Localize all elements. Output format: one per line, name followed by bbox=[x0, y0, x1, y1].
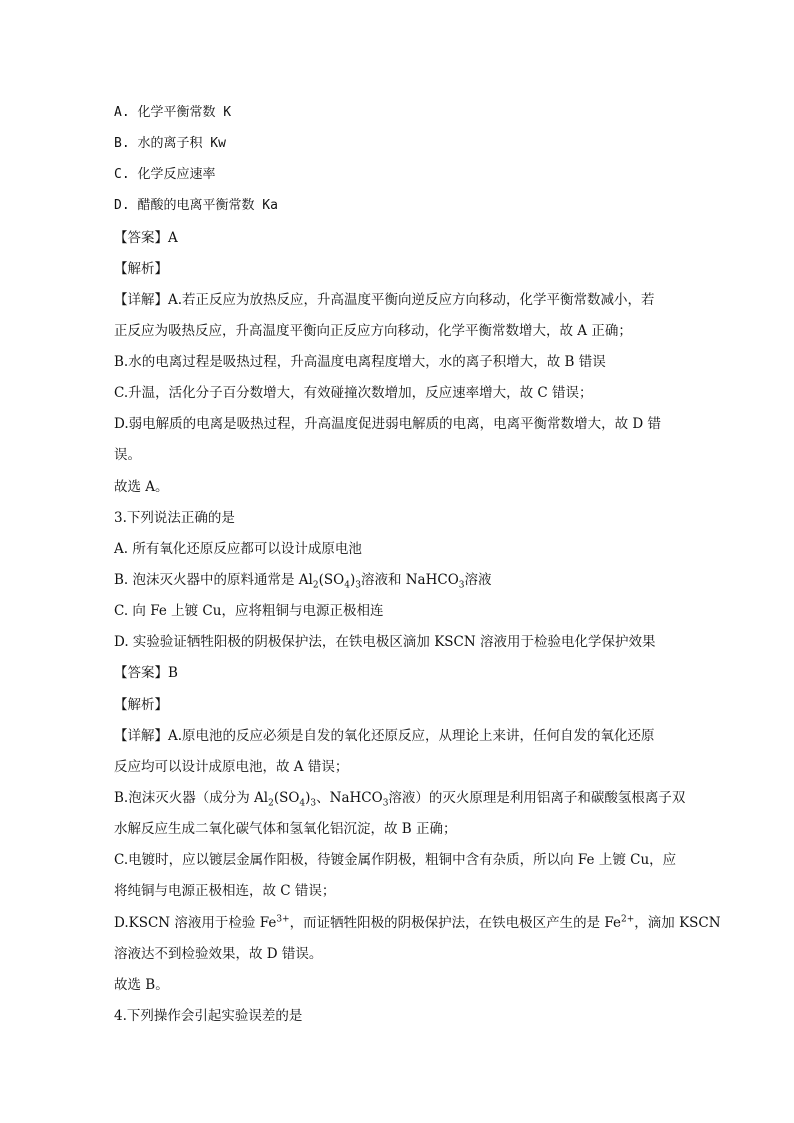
q2-conclusion: 故选 A。 bbox=[114, 479, 169, 495]
q3-option-b: B. 泡沫灭火器中的原料通常是 $Al_2(SO_4)_3$溶液和 NaHCO$_3$溶液 bbox=[114, 572, 492, 591]
q2-analysis-heading: 【解析】 bbox=[114, 261, 168, 277]
q3-conclusion: 故选 B。 bbox=[114, 977, 169, 993]
q2-detail-line-5: D.弱电解质的电离是吸热过程，升高温度促进弱电解质的电离，电离平衡常数增大，故 D 错 bbox=[114, 416, 662, 432]
q3-detail-c-line-2: 将纯铜与电源正极相连，故 C 错误； bbox=[114, 883, 336, 899]
q3-answer: 【答案】B bbox=[114, 665, 178, 681]
q3-detail-a-line-2: 反应均可以设计成原电池，故 A 错误； bbox=[114, 759, 349, 775]
q3-detail-b-line-1: B.泡沫灭火器（成分为 $Al_2(SO_4)_3$、NaHCO$_3$溶液）的灭火原理是利用铝离子和碳酸氢根离子双 bbox=[114, 790, 686, 809]
q4-stem: 4.下列操作会引起实验误差的是 bbox=[114, 1008, 303, 1024]
q2-detail-line-4: C.升温，活化分子百分数增大，有效碰撞次数增加，反应速率增大，故 C 错误； bbox=[114, 385, 593, 401]
q3-option-c: C. 向 Fe 上镀 Cu，应将粗铜与电源正极相连 bbox=[114, 603, 384, 619]
q3-analysis-heading: 【解析】 bbox=[114, 697, 168, 713]
q3-option-d: D. 实验验证牺牲阳极的阴极保护法，在铁电极区滴加 KSCN 溶液用于检验电化学保护效果 bbox=[114, 634, 656, 650]
q3-detail-d-line-2: 溶液达不到检验效果，故 D 错误。 bbox=[114, 946, 323, 962]
q3-detail-d-line-1: D.KSCN 溶液用于检验 $Fe^{3+}$，而证牺牲阳极的阴极保护法，在铁电极区产生的是 $Fe^{2+}$，滴加 KSCN bbox=[114, 914, 721, 931]
q3-stem: 3.下列说法正确的是 bbox=[114, 510, 235, 526]
q2-detail-line-6: 误。 bbox=[114, 447, 141, 463]
q3-detail-c-line-1: C.电镀时，应以镀层金属作阳极，待镀金属作阴极，粗铜中含有杂质，所以向 Fe 上镀 Cu，应 bbox=[114, 852, 677, 868]
q2-detail-line-3: B.水的电离过程是吸热过程，升高温度电离程度增大，水的离子积增大，故 B 错误 bbox=[114, 354, 606, 370]
q2-answer: 【答案】A bbox=[114, 230, 178, 246]
q3-detail-b-line-2: 水解反应生成二氧化碳气体和氢氧化铝沉淀，故 B 正确； bbox=[114, 821, 457, 837]
q2-option-c: C. 化学反应速率 bbox=[114, 167, 216, 182]
q3-detail-a-line-1: 【详解】A.原电池的反应必须是自发的氧化还原反应，从理论上来讲，任何自发的氧化还原 bbox=[114, 728, 655, 744]
q2-option-a: A. 化学平衡常数 K bbox=[114, 105, 232, 120]
q2-detail-line-1: 【详解】A.若正反应为放热反应，升高温度平衡向逆反应方向移动，化学平衡常数减小，若 bbox=[114, 292, 655, 308]
q3-option-a: A. 所有氧化还原反应都可以设计成原电池 bbox=[114, 541, 362, 557]
q2-detail-line-2: 正反应为吸热反应，升高温度平衡向正反应方向移动，化学平衡常数增大，故 A 正确； bbox=[114, 323, 632, 339]
q2-option-d: D. 醋酸的电离平衡常数 Ka bbox=[114, 198, 278, 213]
q2-option-b: B. 水的离子积 Kw bbox=[114, 136, 226, 151]
